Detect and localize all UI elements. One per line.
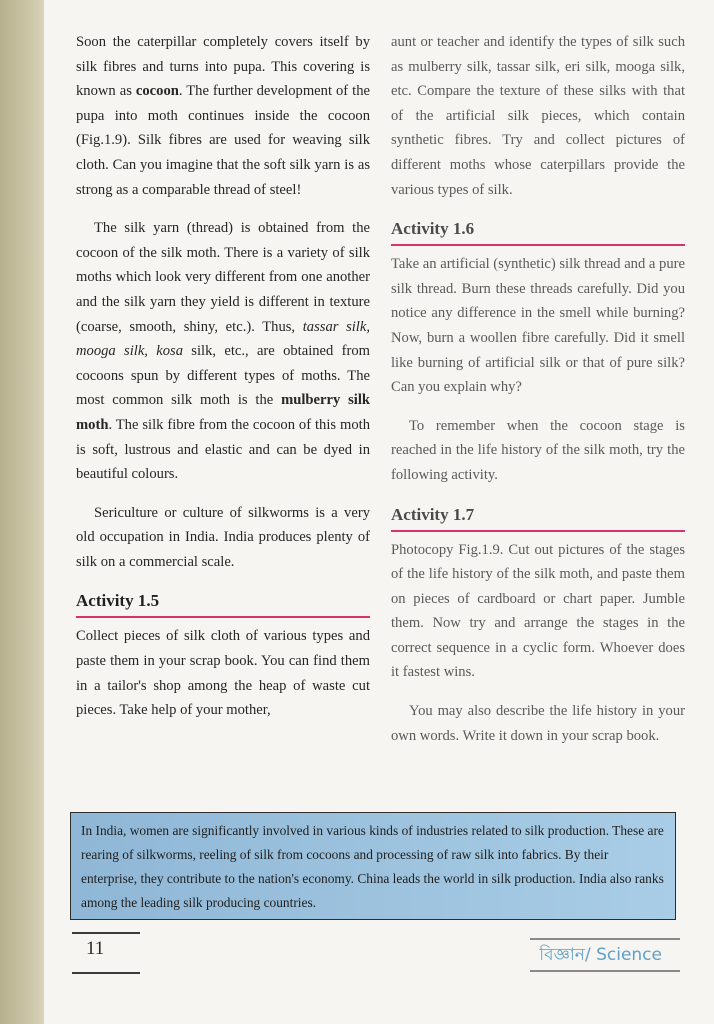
activity-1-5-text: Collect pieces of silk cloth of various types and paste them in your scrap book. You can find them in a tailor's shop among the heap of waste cut pieces. Take help of your mother,	[76, 628, 370, 719]
term-mulberry-silk-moth: mulberry silk moth	[76, 392, 370, 433]
left-column	[76, 30, 370, 737]
paragraph-silk-yarn: The silk yarn (thread) is obtained from the cocoon of the silk moth. There is a variety of silk moths which look very different from one another and the silk yarn they yield is different in texture (coarse, smooth, shiny, etc.). Thus, tassar silk, mooga silk, kosa silk, etc., are obtained from cocoons spun by different types of moths. The most common silk moth is the mulberry silk moth. The silk fibre from the cocoon of this moth is soft, lustrous and elastic and can be dyed in beautiful colours.	[76, 220, 370, 483]
footer-page-number-block	[72, 932, 140, 974]
silk-types-italic: tassar silk, mooga silk, kosa	[76, 318, 370, 360]
info-note-box	[70, 812, 676, 920]
activity-1-6-text: Take an artificial (synthetic) silk thread and a pure silk thread. Burn these threads carefully. Did you notice any difference in the smell while burning? Now, burn a woollen fibre carefully. Did it smell like burning of artificial silk or that of pure silk? Can you explain why?	[391, 256, 685, 396]
footer-subject-block	[530, 938, 680, 972]
activity-1-5-title: Activity 1.5	[76, 590, 370, 618]
paragraph-cocoon: Soon the caterpillar completely covers itself by silk fibres and turns into pupa. This covering is known as cocoon. The further development of the pupa into moth continues inside the cocoon (Fig.1.9). Silk fibres are used for weaving silk cloth. Can you imagine that the soft silk yarn is as strong as a comparable thread of steel!	[76, 34, 370, 198]
paragraph-closing: You may also describe the life history in your own words. Write it down in your scrap book.	[391, 703, 685, 744]
subject-label: বিজ্ঞান/ Science	[539, 945, 662, 965]
activity-1-7-title: Activity 1.7	[391, 504, 685, 532]
right-column	[391, 30, 685, 762]
term-cocoon: cocoon	[135, 83, 179, 100]
activity-1-7-text: Photocopy Fig.1.9. Cut out pictures of the stages of the life history of the silk moth, and paste them on pieces of cardboard or chart paper. Jumble them. Now try and arrange the stages in the correct sequence in a cyclic form. Whoever does it fastest wins.	[391, 541, 685, 681]
page-binding-edge	[0, 0, 44, 1024]
info-note-text: In India, women are significantly involved in various kinds of industries related to silk production. These are rearing of silkworms, reeling of silk from cocoons and processing of raw silk into fabrics. By their enterprise, they contribute to the nation's economy. China leads the world in silk production. India also ranks among the leading silk producing countries.	[81, 823, 664, 910]
paragraph-continued: aunt or teacher and identify the types of silk such as mulberry silk, tassar silk, eri silk, mooga silk, etc. Compare the texture of these silks with that of the artificial silk pieces, which contain synthetic fibres. Try and collect pictures of different moths whose caterpillars provide the various types of silk.	[391, 34, 685, 198]
page-number: 11	[86, 938, 105, 959]
activity-1-6-title: Activity 1.6	[391, 218, 685, 246]
paragraph-sericulture: Sericulture or culture of silkworms is a very old occupation in India. India produces plenty of silk on a commercial scale.	[76, 504, 370, 570]
paragraph-remember: To remember when the cocoon stage is reached in the life history of the silk moth, try the following activity.	[391, 417, 685, 483]
